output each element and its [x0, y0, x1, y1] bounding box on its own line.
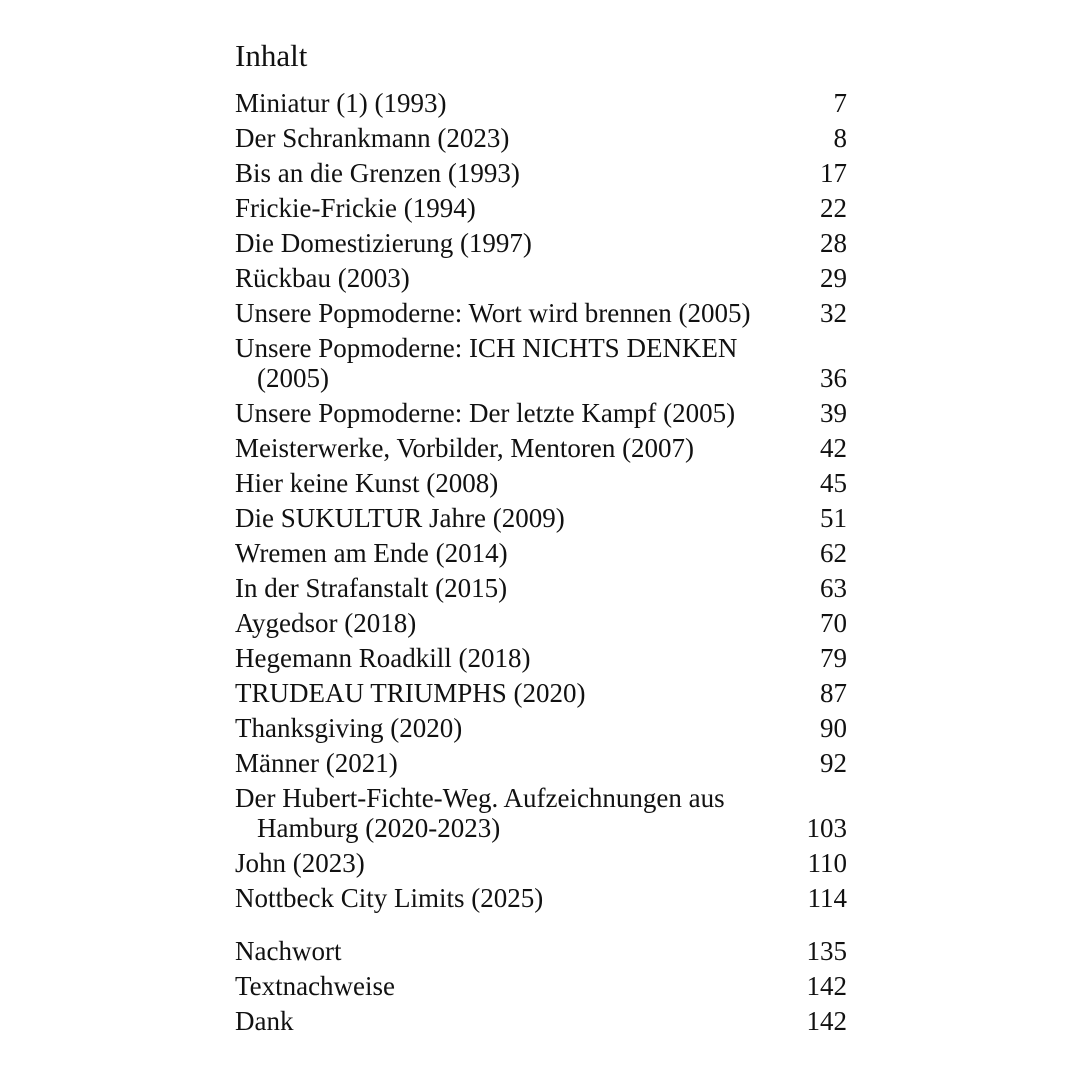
toc-entry	[235, 501, 847, 536]
entry-title: John (2023)	[235, 848, 365, 878]
entry-title: Dank	[235, 1006, 294, 1036]
toc-entry	[235, 676, 847, 711]
toc-entry	[235, 606, 847, 641]
toc-entry	[235, 396, 847, 431]
toc-entries	[235, 86, 847, 916]
entry-page-number: 42	[820, 433, 847, 463]
toc-entry	[235, 711, 847, 746]
toc-entry	[235, 571, 847, 606]
toc-entry	[235, 781, 847, 846]
entry-title: Unsere Popmoderne: ICH NICHTS DENKEN (2005)	[235, 333, 738, 393]
entry-title: In der Strafanstalt (2015)	[235, 573, 508, 603]
entry-title: Miniatur (1) (1993)	[235, 88, 447, 118]
entry-title: Nachwort	[235, 936, 342, 966]
entry-title: Der Hubert-Fichte-Weg. Aufzeichnungen aus Hamburg (2020-2023)	[235, 783, 725, 843]
entry-title: Unsere Popmoderne: Der letzte Kampf (2005)	[235, 398, 736, 428]
toc-entry	[235, 641, 847, 676]
entry-title: TRUDEAU TRIUMPHS (2020)	[235, 678, 586, 708]
toc-entry	[235, 191, 847, 226]
entry-page-number: 103	[806, 813, 847, 843]
toc-entry	[235, 331, 847, 396]
entry-page-number: 17	[820, 158, 847, 188]
entry-title: Der Schrankmann (2023)	[235, 123, 510, 153]
entry-title: Rückbau (2003)	[235, 263, 410, 293]
toc-entry	[235, 846, 847, 881]
entry-page-number: 28	[820, 228, 847, 258]
table-of-contents	[235, 36, 847, 1039]
entry-title: Textnachweise	[235, 971, 396, 1001]
entry-title: Die Domestizierung (1997)	[235, 228, 532, 258]
entry-page-number: 92	[820, 748, 847, 778]
entry-page-number: 79	[820, 643, 847, 673]
entry-title: Hegemann Roadkill (2018)	[235, 643, 531, 673]
entry-title: Unsere Popmoderne: Wort wird brennen (2005)	[235, 298, 751, 328]
entry-title: Wremen am Ende (2014)	[235, 538, 508, 568]
entry-page-number: 135	[806, 936, 847, 966]
entry-page-number: 36	[820, 363, 847, 393]
toc-entry	[235, 156, 847, 191]
toc-entry	[235, 121, 847, 156]
entry-page-number: 142	[806, 971, 847, 1001]
entry-page-number: 114	[807, 883, 847, 913]
entry-title: Aygedsor (2018)	[235, 608, 417, 638]
toc-back-matter	[235, 934, 847, 1039]
toc-entry	[235, 1004, 847, 1039]
toc-entry	[235, 934, 847, 969]
toc-entry	[235, 881, 847, 916]
entry-page-number: 62	[820, 538, 847, 568]
entry-title: Hier keine Kunst (2008)	[235, 468, 499, 498]
entry-page-number: 63	[820, 573, 847, 603]
entry-page-number: 110	[807, 848, 847, 878]
entry-title: Männer (2021)	[235, 748, 398, 778]
entry-title: Meisterwerke, Vorbilder, Mentoren (2007)	[235, 433, 695, 463]
entry-page-number: 8	[833, 123, 847, 153]
toc-entry	[235, 86, 847, 121]
entry-title: Thanksgiving (2020)	[235, 713, 463, 743]
entry-title: Bis an die Grenzen (1993)	[235, 158, 520, 188]
toc-entry	[235, 261, 847, 296]
entry-page-number: 32	[820, 298, 847, 328]
entry-page-number: 87	[820, 678, 847, 708]
entry-page-number: 29	[820, 263, 847, 293]
entry-page-number: 51	[820, 503, 847, 533]
toc-entry	[235, 296, 847, 331]
entry-title: Nottbeck City Limits (2025)	[235, 883, 544, 913]
toc-entry	[235, 431, 847, 466]
entry-title: Frickie-Frickie (1994)	[235, 193, 476, 223]
toc-entry	[235, 466, 847, 501]
entry-page-number: 7	[833, 88, 847, 118]
entry-page-number: 39	[820, 398, 847, 428]
entry-page-number: 70	[820, 608, 847, 638]
toc-title: Inhalt	[235, 38, 308, 73]
entry-page-number: 22	[820, 193, 847, 223]
toc-entry	[235, 746, 847, 781]
entry-title: Die SUKULTUR Jahre (2009)	[235, 503, 565, 533]
entry-page-number: 142	[806, 1006, 847, 1036]
toc-entry	[235, 969, 847, 1004]
entry-page-number: 90	[820, 713, 847, 743]
entry-page-number: 45	[820, 468, 847, 498]
toc-entry	[235, 536, 847, 571]
toc-entry	[235, 226, 847, 261]
